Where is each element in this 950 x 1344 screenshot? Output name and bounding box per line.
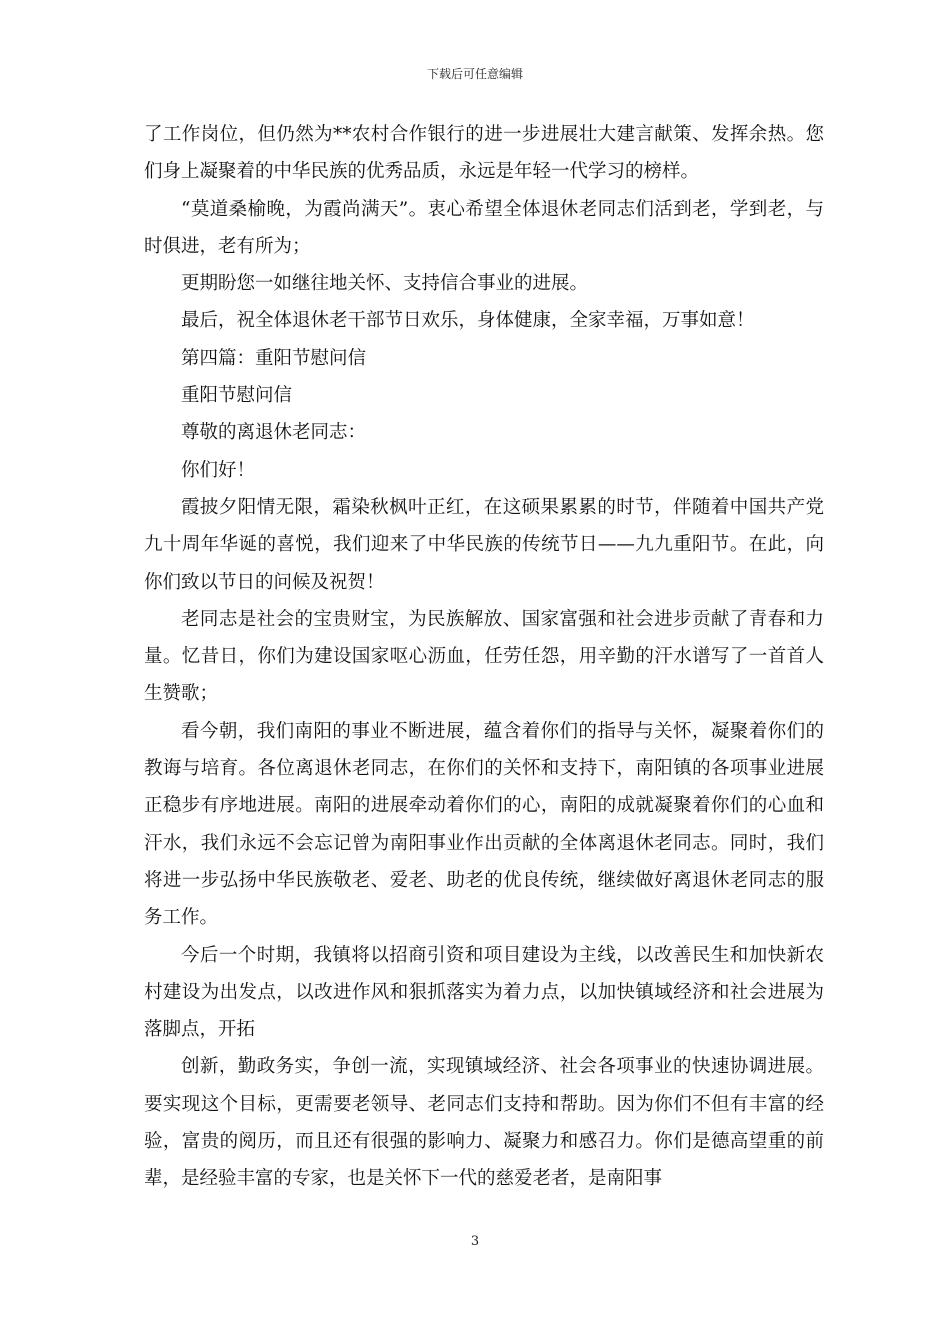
paragraph: 看今朝，我们南阳的事业不断进展，蕴含着你们的指导与关怀，凝聚着你们的教诲与培育。各位离退休老同志，在你们的关怀和支持下，南阳镇的各项事业进展正稳步有序地进展。南阳的进展牵动着你们的心，南阳的成就凝聚着你们的心血和汗水，我们永远不会忘记曾为南阳事业作出贡献的全体离退休老同志。同时，我们将进一步弘扬中华民族敬老、爱老、助老的优良传统，继续做好离退休老同志的服务工作。 <box>144 720 824 929</box>
page-number: 3 <box>470 1234 480 1249</box>
document-body <box>144 116 824 1198</box>
paragraph: 霞披夕阳情无限，霜染秋枫叶正红，在这硕果累累的时节，伴随着中国共产党九十周年华诞的喜悦，我们迎来了中华民族的传统节日——九九重阳节。在此，向你们致以节日的问候及祝贺！ <box>144 496 824 593</box>
paragraph: 老同志是社会的宝贵财宝，为民族解放、国家富强和社会进步贡献了青春和力量。忆昔日，你们为建设国家呕心沥血，任劳任怨，用辛勤的汗水谱写了一首首人生赞歌； <box>144 608 824 705</box>
letter-title: 重阳节慰问信 <box>181 385 293 407</box>
paragraph: 今后一个时期，我镇将以招商引资和项目建设为主线，以改善民生和加快新农村建设为出发点，以改进作风和狠抓落实为着力点，以加快镇域经济和社会进展为落脚点，开拓 <box>144 944 824 1041</box>
paragraph: 最后，祝全体退休老干部节日欢乐，身体健康，全家幸福，万事如意！ <box>181 310 755 332</box>
paragraph: 创新，勤政务实，争创一流，实现镇域经济、社会各项事业的快速协调进展。要实现这个目标，更需要老领导、老同志们支持和帮助。因为你们不但有丰富的经验，富贵的阅历，而且还有很强的影响力、凝聚力和感召力。你们是德高望重的前辈，是经验丰富的专家，也是关怀下一代的慈爱老者，是南阳事 <box>144 1056 824 1190</box>
salutation: 尊敬的离退休老同志： <box>181 422 367 444</box>
paragraph: 更期盼您一如继往地关怀、支持信合事业的进展。 <box>181 273 589 295</box>
section-heading: 第四篇：重阳节慰问信 <box>181 347 367 369</box>
paragraph: “莫道桑榆晚，为霞尚满天”。衷心希望全体退休老同志们活到老，学到老，与时俱进，老有所为； <box>144 198 824 257</box>
greeting: 你们好！ <box>181 459 256 481</box>
page-header-note: 下载后可任意编辑 <box>426 67 523 81</box>
paragraph: 了工作岗位，但仍然为**农村合作银行的进一步进展壮大建言献策、发挥余热。您们身上凝聚着的中华民族的优秀品质，永远是年轻一代学习的榜样。 <box>144 124 824 183</box>
